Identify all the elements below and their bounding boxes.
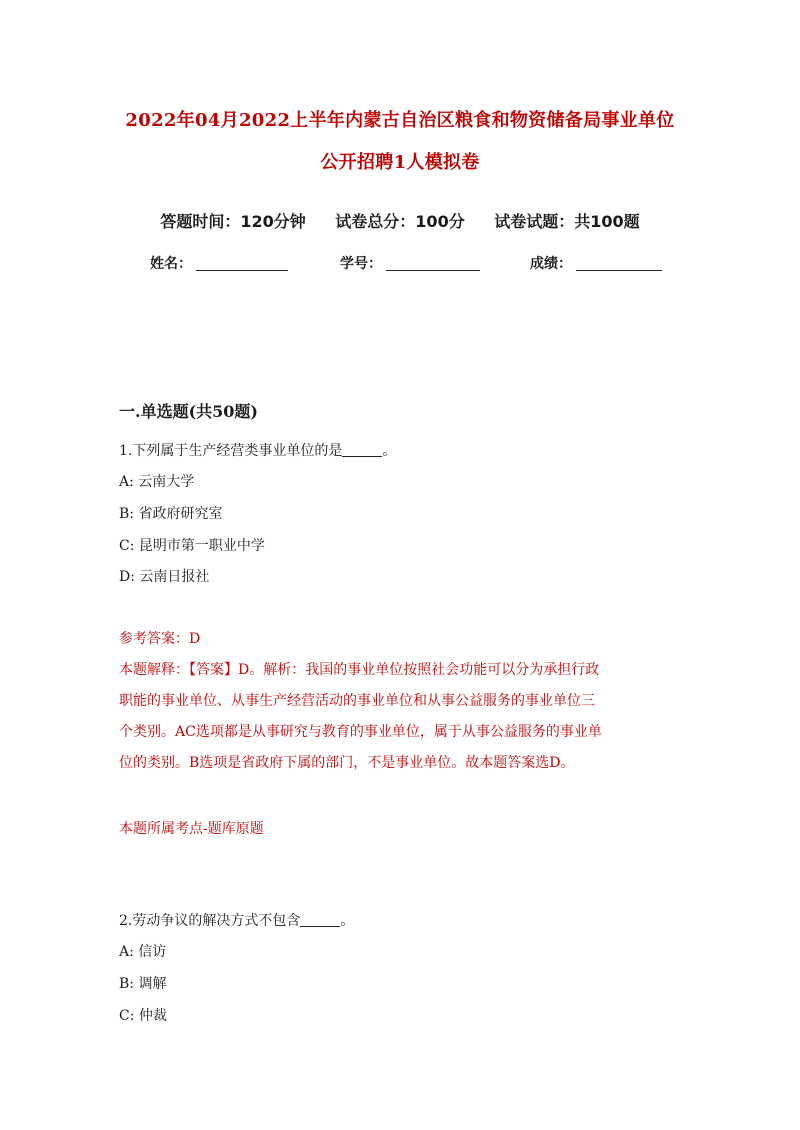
section-heading: 一.单选题(共50题) [119,402,258,421]
question-1-option-b: B: 省政府研究室 [119,506,223,522]
question-1-explanation-line2: 职能的事业单位、从事生产经营活动的事业单位和从事公益服务的事业单位三 [119,693,595,709]
score-blank[interactable] [576,256,662,271]
exam-time: 答题时间：120分钟 [160,212,306,231]
answer-blank [300,913,340,927]
question-stem-text: 2.劳动争议的解决方式不包含 [119,913,301,929]
exam-total-score: 试卷总分：100分 [335,212,465,231]
student-id-label: 学号： [340,256,382,272]
question-stem-end: 。 [340,913,355,929]
question-1-option-c: C: 昆明市第一职业中学 [119,538,265,554]
question-1-stem [119,440,396,460]
question-stem-text: 1.下列属于生产经营类事业单位的是 [119,443,343,459]
question-2-option-a: A: 信访 [119,944,167,960]
question-2-option-c: C: 仲裁 [119,1008,167,1024]
question-stem-end: 。 [382,443,397,459]
question-1-source: 本题所属考点-题库原题 [119,821,264,837]
student-id-blank[interactable] [386,256,480,271]
exam-question-count: 试卷试题：共100题 [494,212,640,231]
exam-title-line2: 公开招聘1人模拟卷 [320,152,480,173]
question-1-explanation-line4: 位的类别。B选项是省政府下属的部门，不是事业单位。故本题答案选D。 [119,755,575,771]
question-1-answer: 参考答案：D [119,631,201,647]
question-2-option-b: B: 调解 [119,976,167,992]
question-1-option-d: D: 云南日报社 [119,569,210,585]
question-1-option-a: A: 云南大学 [119,474,195,490]
student-id-field [340,253,480,273]
question-2-stem [119,910,354,930]
question-1-explanation-line1: 本题解释：【答案】D。解析：我国的事业单位按照社会功能可以分为承担行政 [119,662,600,678]
name-field [150,253,288,273]
question-1-explanation-line3: 个类别。AC选项都是从事研究与教育的事业单位，属于从事公益服务的事业单 [119,724,602,740]
answer-blank [342,443,382,457]
score-label: 成绩： [530,256,572,272]
name-label: 姓名： [150,256,192,272]
score-field [530,253,662,273]
exam-meta-row [0,209,800,232]
name-blank[interactable] [196,256,288,271]
exam-title-line1: 2022年04月2022上半年内蒙古自治区粮食和物资储备局事业单位 [125,110,675,131]
